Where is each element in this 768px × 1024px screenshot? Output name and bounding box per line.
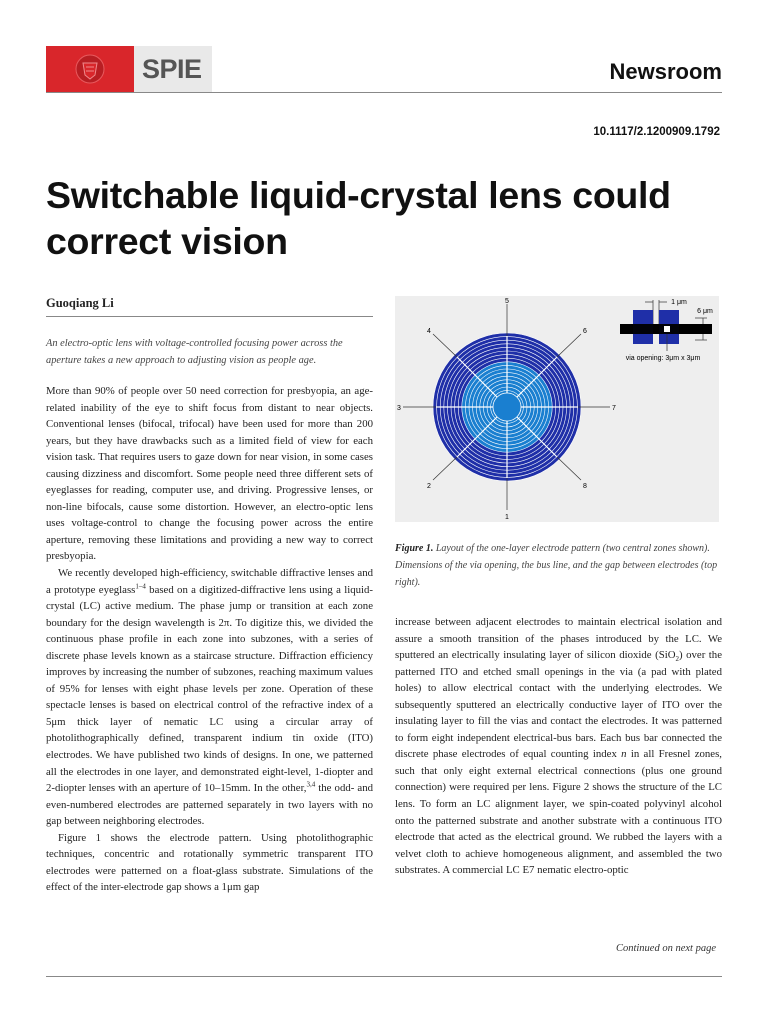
via-opening-label: via opening: 3μm x 3μm (625, 355, 701, 362)
via-inset (620, 299, 713, 362)
label-2: 2 (427, 483, 431, 490)
gap-dimension: 1 μm (671, 299, 687, 306)
label-6: 6 (583, 328, 587, 335)
label-1: 1 (505, 514, 509, 521)
center-zone (493, 393, 521, 421)
abstract: An electro-optic lens with voltage-controlled focusing power across the aperture takes a new approach to adjusting vision as people age. (46, 338, 343, 366)
continued-note: Continued on next page (615, 943, 716, 954)
spie-emblem-icon (74, 53, 106, 85)
body-column-right (395, 614, 722, 879)
section-title: Newsroom (609, 59, 722, 84)
header-divider (46, 92, 722, 93)
spie-logo-mark (46, 46, 134, 92)
electrode-pattern-diagram (395, 296, 719, 522)
paragraph-4: increase between adjacent electrodes to maintain electrical isolation and assure a smooth transition of the phases introduced by the LC. We sputtered an electrically insulating layer of silicon dioxide (SiO$_2$) over the patterned ITO and etched small openings in the via (a pad with plated holes) to allow electrical contact with the underlying electrodes. We subsequently sputtered an electrically conductive layer of ITO over the insulating layer to fill the vias and contact the electrodes. It was patterned to form eight independent electrical-bus bars. Each bus bar connected the discrete phase electrodes of equal counting index n in all Fresnel zones, such that only eight external electrical connections (plus one ground connection) were required per lens. Figure 2 shows the structure of the LC lens. To form an LC alignment layer, we spin-coated polyvinyl alcohol onto the patterned substrate and another substrate with a continuous ITO electrode that acted as the electrical ground. We rubbed the layers with a velvet cloth to achieve homogeneous alignment, and assembled the two substrates. A commercial LC E7 nematic electro-optic (395, 616, 723, 877)
doi: 10.1117/2.1200909.1792 (593, 126, 720, 138)
label-4: 4 (427, 328, 431, 335)
paragraph-1: More than 90% of people over 50 need correction for presbyopia, an age-related inability of the eye to shift focus from distant to near objects. Conventional lenses (bifocal, trifocal) have been used for more than 200 years, but they have drawbacks such as a limited field of view for each vision task. That requires users to gaze down for near vision, in some cases causing dizziness and discomfort. Some people need three different sets of eyeglasses for reading, computer use, and driving. Progressive lenses, or non-line bifocals, cause some distortion. However, an electro-optic lens uses voltage-control to change the focusing power across the entire aperture, removing these limitations and providing a new way to correct presbyopia. (46, 385, 373, 563)
article-title: Switchable liquid-crystal lens could correct vision (46, 174, 671, 262)
label-8: 8 (583, 483, 587, 490)
label-3: 3 (397, 405, 401, 412)
label-5: 5 (505, 298, 509, 305)
author-divider (46, 316, 373, 317)
figure-1 (395, 296, 719, 522)
paragraph-3: Figure 1 shows the electrode pattern. Using photolithographic techniques, concentric and rotationally symmetric transparent ITO electrodes were patterned on a float-glass substrate. Simulations of the effect of the inter-electrode gap shows a 1μm gap (46, 831, 373, 894)
body-column-left (46, 383, 373, 896)
figure-caption: Figure 1. Layout of the one-layer electrode pattern (two central zones shown). Dimensions of the via opening, the bus line, and the gap between electrodes (top right). (395, 543, 718, 588)
author-name: Guoqiang Li (46, 296, 114, 310)
bus-dimension: 6 μm (697, 308, 713, 315)
label-7: 7 (612, 405, 616, 412)
spie-logo-text: SPIE (134, 46, 212, 92)
footer-divider (46, 976, 722, 977)
paragraph-2: We recently developed high-efficiency, switchable diffractive lenses and a prototype eyeglass$^{1-4}$ based on a digitized-diffractive lens using a liquid-crystal (LC) active medium. The phase jump or transition at each zone boundary for the design wavelength is 2π. To digitize this, we divided the continuous phase profile in each zone into subzones, with a series of discrete phase levels known as a staircase structure. Diffraction efficiency improves by increasing the number of subzones, reaching maximum values of 95% for lenses with eight phase levels per zone. Operation of these spectacle lenses is based on electrical control of the refractive index of a 5μm thick layer of nematic LC using a circular array of photolithographically defined, transparent indium tin oxide (ITO) electrodes. We have published two kinds of designs. In one, we patterned all the electrodes in one layer, and demonstrated eight-level, 1-diopter and 2-diopter lenses with an aperture of 10–15mm. In the other,$^{3,4}$ the odd- and even-numbered electrodes are patterned separately in two layers with no gap between neighboring electrodes. (46, 567, 373, 828)
